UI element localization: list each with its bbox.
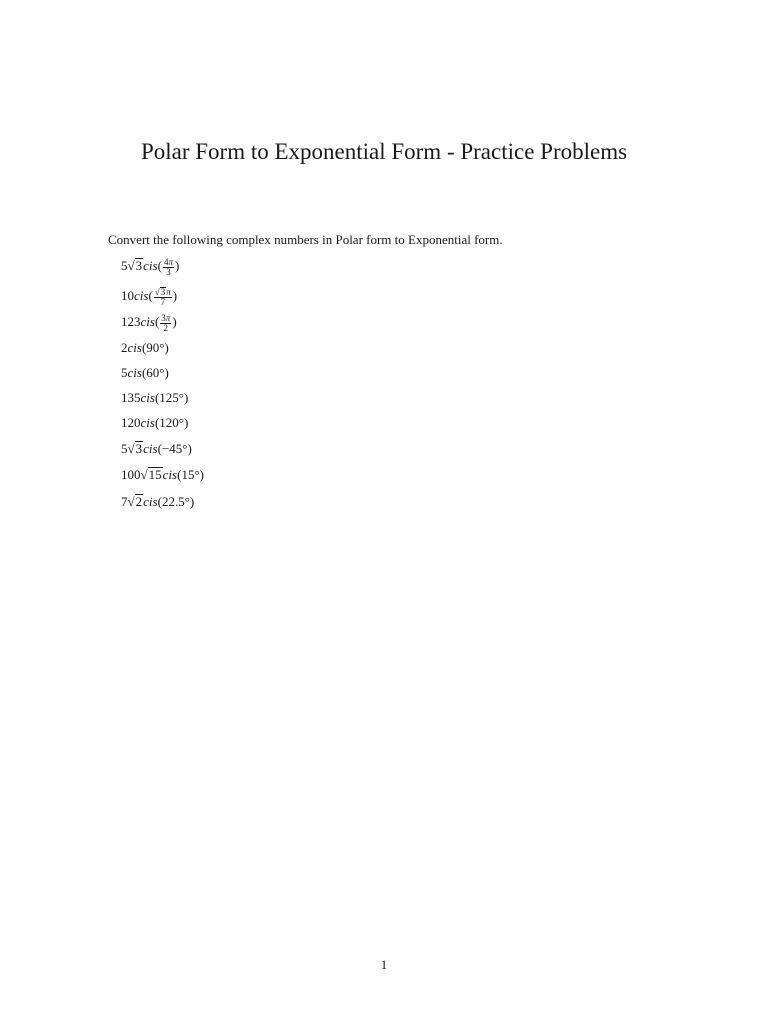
sqrt: √15 xyxy=(140,467,162,482)
cis-label: cis xyxy=(143,441,158,456)
denominator: 3 xyxy=(166,266,171,277)
fraction xyxy=(154,287,172,307)
pi-symbol: π xyxy=(165,312,171,323)
argument: 90° xyxy=(146,340,165,355)
expression: 123cis( $\frac{3\pi}{2}$ ) xyxy=(121,312,177,333)
coefficient: 2 xyxy=(121,340,128,355)
argument: −45° xyxy=(161,441,188,456)
expression: 5√3cis(−45°) xyxy=(121,439,192,459)
argument: 15° xyxy=(181,467,200,482)
numerator-coef: 4 xyxy=(163,256,169,267)
fraction xyxy=(160,314,171,333)
cis-label: cis xyxy=(140,314,155,329)
argument: 125° xyxy=(159,390,184,405)
cis-label: cis xyxy=(140,415,155,430)
argument: 22.5° xyxy=(161,494,190,509)
coefficient: 7 xyxy=(121,494,128,509)
cis-label: cis xyxy=(143,258,158,273)
radicand: 3 xyxy=(135,441,143,456)
expression: 100√15cis(15°) xyxy=(121,465,204,485)
expression: 5√3cis( $\frac{4\pi}{3}$ ) xyxy=(121,256,180,277)
expression: 135cis(125°) xyxy=(121,390,189,405)
expression: 120cis(120°) xyxy=(121,415,189,430)
cis-label: cis xyxy=(127,365,142,380)
radicand: 2 xyxy=(135,494,143,509)
expression: 2cis(90°) xyxy=(121,340,169,355)
radicand: 3 xyxy=(135,258,143,273)
coefficient: 123 xyxy=(121,314,141,329)
cis-label: cis xyxy=(143,494,158,509)
coefficient: 120 xyxy=(121,415,141,430)
pi-symbol: π xyxy=(168,256,173,267)
cis-label: cis xyxy=(162,467,178,482)
expression: 10cis( $\frac{√3\pi}{7}$ ) xyxy=(121,287,178,308)
coefficient: 5 xyxy=(121,365,128,380)
denominator: 2 xyxy=(163,322,169,333)
argument: 60° xyxy=(146,365,165,380)
page-title: Polar Form to Exponential Form - Practice Problems xyxy=(140,139,628,164)
coefficient: 5 xyxy=(121,258,128,273)
coefficient: 100 xyxy=(121,467,141,482)
cis-label: cis xyxy=(140,390,155,405)
radicand: 15 xyxy=(148,467,162,482)
sqrt: √3 xyxy=(127,441,143,456)
coefficient: 10 xyxy=(121,288,134,303)
argument: 120° xyxy=(159,415,184,430)
cis-label: cis xyxy=(134,288,149,303)
page-number: 1 xyxy=(380,957,388,972)
expression: 5cis(60°) xyxy=(121,365,169,380)
radicand: 3 xyxy=(160,287,166,298)
coefficient: 5 xyxy=(121,441,128,456)
pi-symbol: π xyxy=(166,287,171,298)
cis-label: cis xyxy=(127,340,142,355)
sqrt: √3 xyxy=(154,287,166,298)
numerator-coef: 3 xyxy=(161,312,166,323)
sqrt: √2 xyxy=(127,494,143,509)
expression: 7√2cis(22.5°) xyxy=(121,492,194,512)
instructions: Convert the following complex numbers in Polar form to Exponential form. xyxy=(108,232,503,247)
sqrt: √3 xyxy=(127,258,143,273)
denominator: 7 xyxy=(160,297,166,308)
coefficient: 135 xyxy=(121,390,141,405)
fraction xyxy=(163,258,174,277)
